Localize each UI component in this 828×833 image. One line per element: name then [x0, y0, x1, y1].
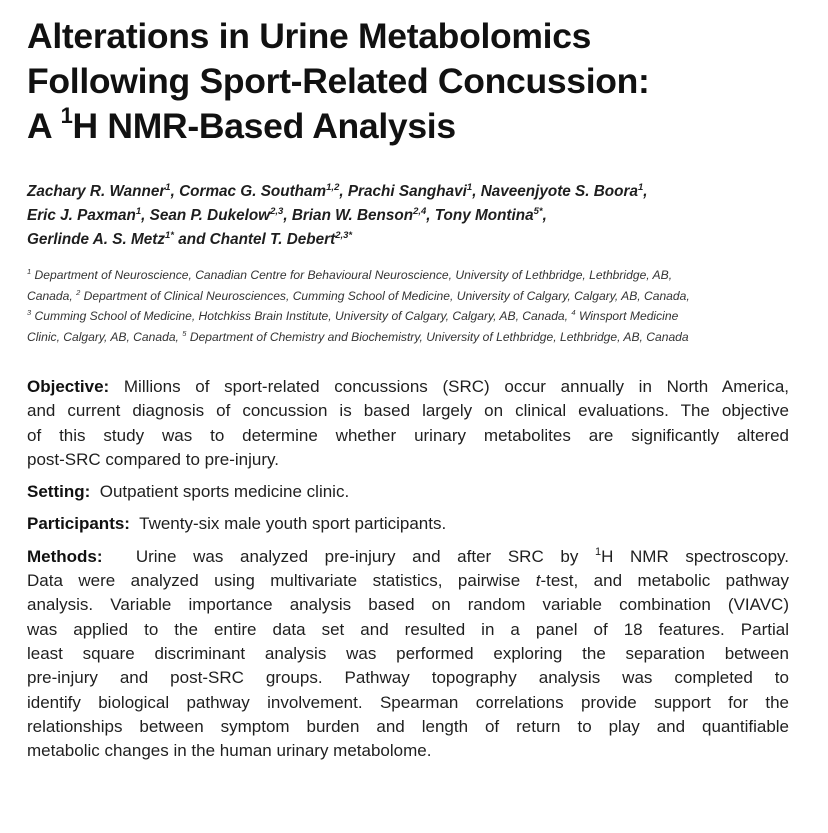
title-line	[27, 104, 817, 149]
author-line: Eric J. Paxman$^1$, Sean P. Dukelow$^{2,3}$, Brian W. Benson$^{2,4}$, Tony Montina$^{5*}$,	[27, 206, 547, 224]
abstract-line	[27, 375, 789, 399]
author-name: Sean P. Dukelow	[149, 207, 271, 224]
abstract-line: least square discriminant analysis was performed exploring the separation between	[27, 643, 789, 663]
affiliation-text: Winsport Medicine	[578, 309, 679, 323]
affiliation-text: Department of Chemistry and Biochemistry, University of Lethbridge, Lethbridge, AB, Canada	[189, 329, 689, 344]
abstract-methods	[27, 545, 789, 764]
author-name: Cormac G. Southam	[179, 183, 327, 200]
abstract-line	[27, 512, 789, 536]
author-name: Naveenjyote S. Boora	[480, 183, 638, 200]
abstract-line: was applied to the entire data set and resulted in a panel of 18 features. Partial	[27, 619, 789, 639]
abstract-text: Urine was analyzed pre-injury and after SRC by	[135, 546, 595, 566]
abstract-line: and current diagnosis of concussion is based largely on clinical evaluations. The objective	[27, 401, 789, 421]
affiliation-line	[27, 265, 817, 286]
affiliation-text: Cumming School of Medicine, Hotchkiss Brain Institute, University of Calgary, Calgary, AB, Canada,	[34, 309, 569, 323]
affiliation-text: Clinic, Calgary, AB, Canada,	[27, 329, 179, 344]
author-name: Gerlinde A. S. Metz	[27, 231, 165, 248]
author-affiliation-mark: 2,4	[413, 206, 427, 217]
author-affiliation-mark: 1	[637, 182, 644, 193]
affiliation-line	[27, 327, 817, 348]
abstract-text: Data were analyzed using multivariate statistics, pairwise	[27, 571, 536, 591]
section-label: Setting:	[27, 482, 91, 502]
affiliation-number: 5	[182, 328, 187, 338]
author-name: Prachi Sanghavi	[347, 183, 467, 200]
affiliation-text: Department of Clinical Neurosciences, Cumming School of Medicine, University of Calgary, Calgary, AB, Canada,	[83, 288, 690, 303]
title-text: A	[27, 106, 61, 146]
abstract-line: relationships between symptom burden and length of return to play and quantifiable	[27, 716, 789, 736]
section-label: Objective:	[27, 377, 110, 396]
author-name: Zachary R. Wanner	[27, 183, 166, 200]
author-affiliation-mark: 2,3	[270, 206, 284, 217]
author-affiliation-mark: 2,3*	[335, 230, 353, 241]
abstract-participants	[27, 512, 789, 536]
affiliation-text: Canada,	[27, 288, 73, 303]
abstract-text: Twenty-six male youth sport participants.	[139, 514, 447, 534]
author-affiliation-mark: 1	[165, 182, 171, 193]
abstract-setting	[27, 480, 789, 504]
author-affiliation-mark: 1	[135, 206, 142, 217]
abstract-line	[27, 569, 789, 593]
abstract-line: pre-injury and post-SRC groups. Pathway topography analysis was completed to	[27, 668, 789, 688]
title-text: H NMR-Based Analysis	[72, 106, 456, 146]
author-name: Chantel T. Debert	[209, 231, 336, 248]
abstract-line: analysis. Variable importance analysis based on random variable combination (VIAVC)	[27, 595, 789, 615]
author-name: Tony Montina	[434, 207, 534, 224]
section-label: Participants:	[27, 514, 130, 534]
isotope-superscript: 1	[594, 545, 602, 558]
title-line: Alterations in Urine Metabolomics	[27, 16, 592, 56]
abstract-line: metabolic changes in the human urinary metabolome.	[27, 741, 432, 761]
title-line: Following Sport-Related Concussion:	[27, 61, 650, 101]
section-label: Methods:	[27, 546, 103, 566]
affiliation-number: 4	[571, 308, 576, 317]
affiliation-number: 1	[27, 267, 32, 276]
italic-term: t	[535, 571, 541, 591]
author-affiliation-mark: 1,2	[326, 182, 340, 193]
abstract-line: post-SRC compared to pre-injury.	[27, 449, 279, 469]
affiliation-text: Department of Neuroscience, Canadian Centre for Behavioural Neuroscience, University of Lethbridge, Lethbridge, AB,	[34, 268, 673, 282]
affiliation-number: 3	[27, 308, 32, 317]
abstract-text: -test, and metabolic pathway	[540, 571, 789, 591]
author-affiliation-mark: 5*	[533, 206, 543, 217]
paper-title	[27, 14, 817, 149]
author-line: Zachary R. Wanner$^1$, Cormac G. Southam$^{1,2}$, Prachi Sanghavi$^1$, Naveenjyote S. Boora$^1$,	[27, 182, 648, 200]
abstract-line: identify biological pathway involvement. Spearman correlations provide support for the	[27, 692, 789, 712]
author-list	[27, 180, 817, 252]
abstract-line	[27, 545, 789, 569]
abstract-text: Millions of sport-related concussions (SRC) occur annually in North America,	[109, 377, 789, 396]
affiliation-list	[27, 265, 817, 347]
abstract-text: Outpatient sports medicine clinic.	[99, 482, 350, 502]
isotope-superscript: 1	[60, 103, 73, 128]
author-name: Brian W. Benson	[291, 207, 414, 224]
affiliation-line	[27, 306, 817, 327]
author-affiliation-mark: 1	[466, 182, 473, 193]
abstract-objective	[27, 375, 789, 472]
affiliation-line	[27, 286, 817, 307]
affiliation-number: 2	[76, 287, 81, 297]
abstract	[27, 375, 789, 771]
abstract-line: of this study was to determine whether urinary metabolites are significantly altered	[27, 425, 789, 445]
abstract-line	[27, 480, 789, 504]
author-name: Eric J. Paxman	[27, 207, 136, 224]
author-affiliation-mark: 1*	[164, 230, 174, 241]
author-conjunction: and	[178, 231, 206, 248]
author-line	[27, 228, 817, 252]
abstract-text: H NMR spectroscopy.	[601, 546, 790, 566]
